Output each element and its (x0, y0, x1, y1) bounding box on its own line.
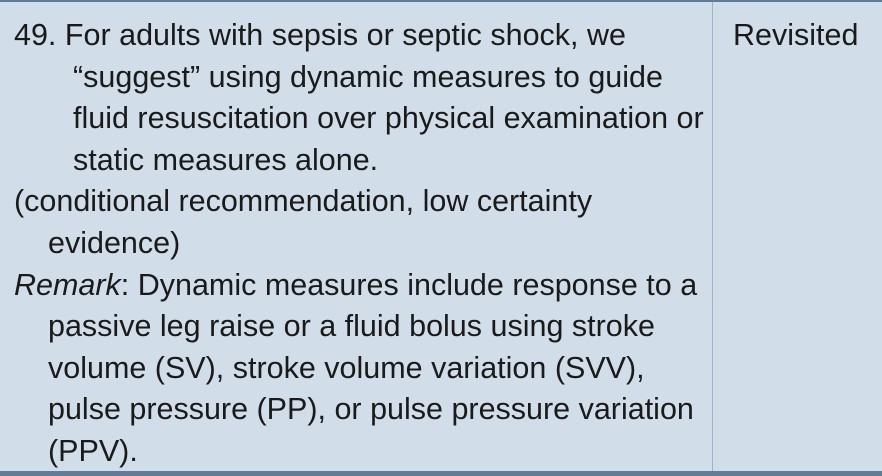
recommendation-remark (14, 265, 712, 473)
recommendation-number: 49. (14, 18, 57, 52)
recommendation-statement (14, 15, 712, 181)
status-label: Revisited (733, 18, 859, 52)
status-cell (712, 2, 882, 471)
remark-text: : Dynamic measures include response to a passive leg raise or a fluid bolus using stroke volume (SV), stroke volume variation (SVV), pulse pressure (PP), or pulse pressure variation (PPV). (48, 267, 698, 468)
recommendation-text: For adults with sepsis or septic shock, we “suggest” using dynamic measures to guide fluid resuscitation over physical examination or static measures alone. (64, 18, 704, 177)
recommendation-cell (0, 2, 712, 471)
remark-label: Remark (14, 267, 121, 302)
recommendation-strength: (conditional recommendation, low certainty evidence) (14, 184, 593, 260)
